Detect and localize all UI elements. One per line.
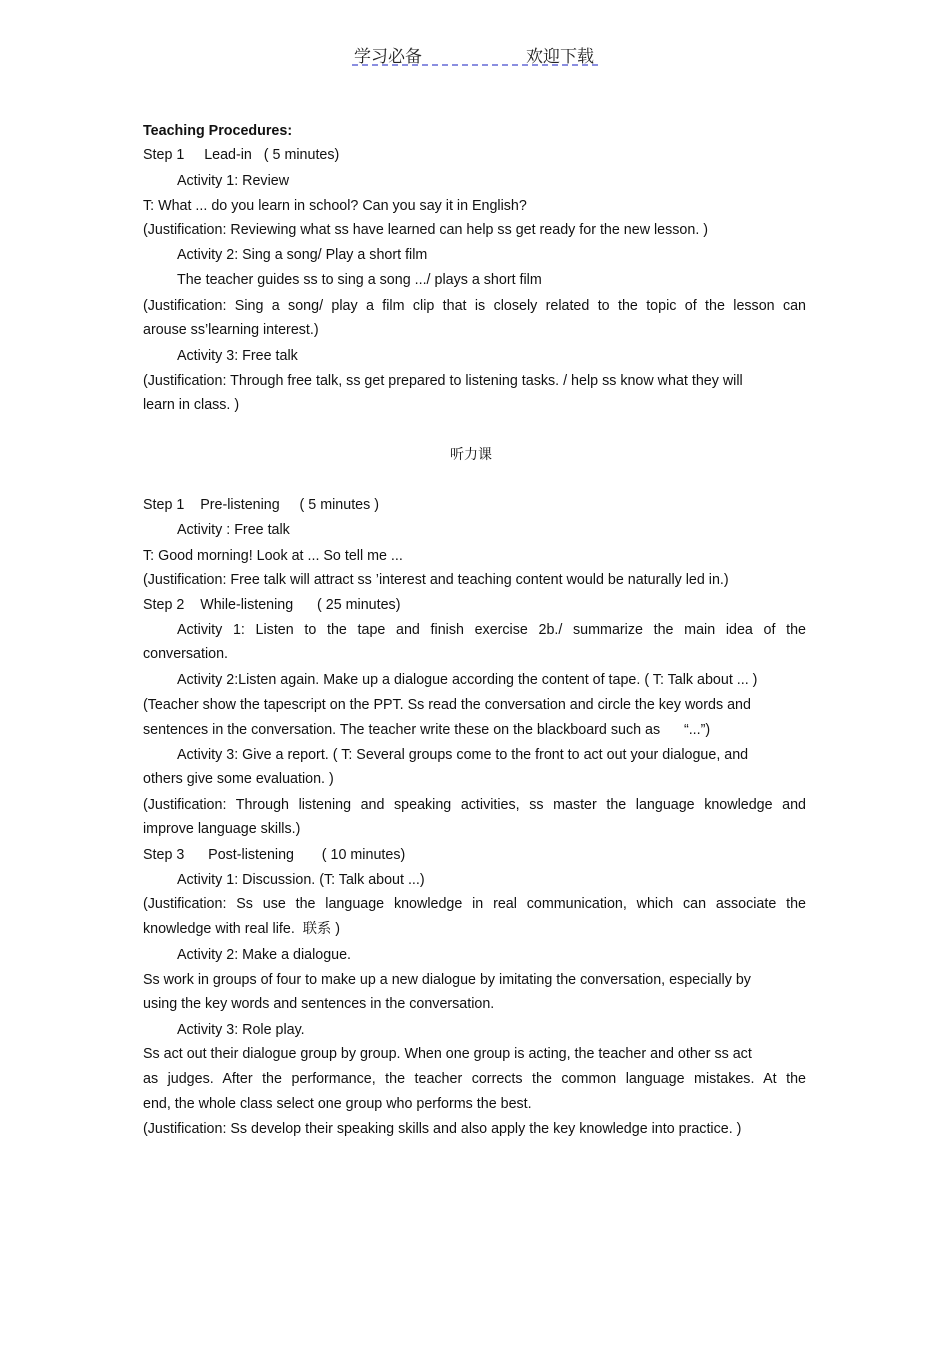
- header-left-text: 学习必备: [354, 47, 422, 67]
- justification-line: (Justification: Through listening and speaking activities, ss master the language knowledge and: [143, 797, 806, 813]
- justification-line: (Justification: Reviewing what ss have learned can help ss get ready for the new lesson. ): [143, 222, 709, 238]
- justification-line: (Justification: Ss use the language knowledge in real communication, which can associate the: [143, 896, 806, 912]
- step-heading: Step 3 Post-listening ( 10 minutes): [143, 847, 406, 863]
- justification-line: (Justification: Sing a song/ play a film clip that is closely related to the topic of the lesson can: [143, 298, 806, 314]
- activity-heading: Activity 1: Listen to the tape and finish exercise 2b./ summarize the main idea of the: [177, 622, 806, 638]
- justification-line: learn in class. ): [143, 397, 240, 413]
- activity-heading: Activity 3: Free talk: [177, 348, 298, 364]
- justification-line: (Justification: Ss develop their speaking skills and also apply the key knowledge into practice. ): [143, 1121, 742, 1137]
- step-heading: Step 1 Pre-listening ( 5 minutes ): [143, 497, 379, 513]
- text-line: Ss act out their dialogue group by group. When one group is acting, the teacher and other ss act: [143, 1046, 752, 1062]
- activity-heading: Activity 3: Give a report. ( T: Several groups come to the front to act out your dialogue, and: [177, 747, 749, 763]
- activity-heading: Activity 3: Role play.: [177, 1022, 305, 1038]
- text-line: as judges. After the performance, the teacher corrects the common language mistakes. At the: [143, 1071, 806, 1087]
- text-line: T: Good morning! Look at ... So tell me ...: [143, 548, 403, 564]
- text-line: using the key words and sentences in the conversation.: [143, 996, 495, 1012]
- activity-heading: Activity 2:Listen again. Make up a dialogue according the content of tape. ( T: Talk about ... ): [177, 672, 758, 688]
- step-heading: Step 2 While-listening ( 25 minutes): [143, 597, 401, 613]
- text-line: The teacher guides ss to sing a song .../ plays a short film: [177, 272, 542, 288]
- text-line: Ss work in groups of four to make up a new dialogue by imitating the conversation, especially by: [143, 972, 751, 988]
- text-line: T: What ... do you learn in school? Can you say it in English?: [143, 198, 527, 214]
- justification-line: (Justification: Through free talk, ss get prepared to listening tasks. / help ss know what they will: [143, 373, 743, 389]
- justification-line: improve language skills.): [143, 821, 301, 837]
- step-heading: Step 1 Lead-in ( 5 minutes): [143, 147, 340, 163]
- section-title: 听力课: [450, 447, 492, 463]
- justification-line: arouse ss’learning interest.): [143, 322, 319, 338]
- activity-heading: Activity 1: Review: [177, 173, 290, 189]
- activity-heading: Activity 2: Sing a song/ Play a short film: [177, 247, 428, 263]
- justification-line: knowledge with real life. 联系 ): [143, 921, 341, 937]
- activity-heading: Activity 1: Discussion. (T: Talk about ...): [177, 872, 425, 888]
- text-line: end, the whole class select one group who performs the best.: [143, 1096, 532, 1112]
- header-right-text: 欢迎下载: [526, 47, 594, 67]
- section-heading: Teaching Procedures:: [143, 123, 293, 139]
- activity-heading: Activity 2: Make a dialogue.: [177, 947, 352, 963]
- page-header: [352, 40, 598, 66]
- text-line: sentences in the conversation. The teacher write these on the blackboard such as “...”): [143, 722, 711, 738]
- activity-heading: Activity : Free talk: [177, 522, 290, 538]
- text-line: conversation.: [143, 646, 229, 662]
- text-line: (Teacher show the tapescript on the PPT. Ss read the conversation and circle the key words and: [143, 697, 751, 713]
- text-line: others give some evaluation. ): [143, 771, 334, 787]
- justification-line: (Justification: Free talk will attract ss ’interest and teaching content would be naturally led in.): [143, 572, 729, 588]
